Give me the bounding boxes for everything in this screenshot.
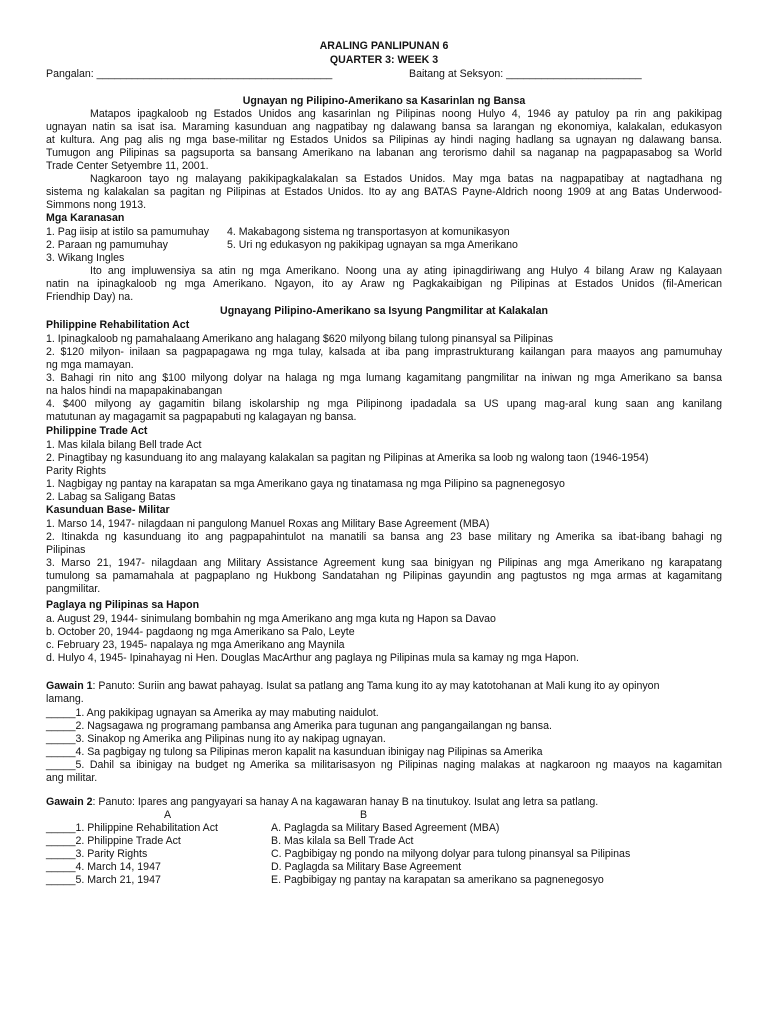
gawain2-instruction — [46, 796, 722, 809]
column-b-item: D. Paglagda sa Military Base Agreement — [271, 861, 462, 873]
gawain1-instruction-text: : Panuto: Suriin ang bawat pahayag. Isulat sa patlang ang Tama kung ito ay may katotohanan at Mali kung ito ay opinyon — [92, 680, 660, 692]
matching-row — [46, 835, 722, 848]
karanasan-row — [46, 239, 722, 252]
worksheet-title: ARALING PANLIPUNAN 6 — [319, 40, 449, 52]
list-item: 1. Pag iisip at istilo sa pamumuhay — [46, 226, 210, 238]
list-item: 1. Marso 14, 1947- nilagdaan ni pangulong Manuel Roxas ang Military Base Agreement (MBA) — [46, 518, 490, 530]
heading-paglaya-hapon: Paglaya ng Pilipinas sa Hapon — [46, 599, 200, 611]
column-a-item[interactable]: _____4. March 14, 1947 — [46, 861, 161, 873]
paragraph-line: Nagkaroon tayo ng malayang pakikipagkalakalan sa Estados Unidos. May mga batas na nagpapatibay at nagtadhana ng — [90, 173, 722, 185]
gawain2-instruction-text: : Panuto: Ipares ang pangyayari sa hanay A na kagawaran hanay B na tinutukoy. Isulat ang letra sa patlang. — [92, 796, 599, 808]
list-item: 2. Labag sa Saligang Batas — [46, 491, 176, 503]
list-item: 1. Nagbigay ng pantay na karapatan sa mga Amerikano gaya ng tinatamasa ng mga Pilipino sa pagnenegosyo — [46, 478, 565, 490]
paragraph-line: Matapos ipagkaloob ng Estados Unidos ang kasarinlan ng Pilipinas noong Hulyo 4, 1946 ay patuloy pa rin ang pakikipag — [90, 108, 722, 120]
list-item: 5. Uri ng edukasyon ng pakikipag ugnayan sa mga Amerikano — [227, 239, 518, 251]
list-item: 1. Ipinagkaloob ng pamahalaang Amerikano ang halagang $620 milyong bilang tulong pinansyal sa Pilipinas — [46, 333, 554, 345]
gawain1-item[interactable]: _____4. Sa pagbigay ng tulong sa Pilipinas meron kapalit na kasunduan ibinigay nag Pilipinas sa Amerika — [46, 746, 543, 758]
list-item: 2. Pinagtibay ng kasunduang ito ang malayang kalakalan sa pagitan ng Pilipinas at Amerika sa loob ng walong taon (1946-1954) — [46, 452, 649, 464]
matching-row — [46, 822, 722, 835]
paragraph-line: Trade Center Setyembre 11, 2001. — [46, 160, 209, 172]
list-item: na halos hindi na mapapakinabangan — [46, 385, 223, 397]
list-item: 4. Makabagong sistema ng transportasyon at komunikasyon — [227, 226, 510, 238]
column-a-item[interactable]: _____3. Parity Rights — [46, 848, 148, 860]
column-a-item[interactable]: _____2. Philippine Trade Act — [46, 835, 181, 847]
subheading-parity-rights: Parity Rights — [46, 465, 107, 477]
gawain1-label: Gawain 1 — [46, 680, 93, 692]
list-item: Pilipinas — [46, 544, 86, 556]
column-b-item: A. Paglagda sa Military Based Agreement (MBA) — [271, 822, 500, 834]
list-item: a. August 29, 1944- sinimulang bombahin ng mga Amerikano ang mga kuta ng Hapon sa Davao — [46, 613, 496, 625]
list-item: d. Hulyo 4, 1945- Ipinahayag ni Hen. Douglas MacArthur ang paglaya ng Pilipinas mula sa kamay ng mga Hapon. — [46, 652, 579, 664]
list-item: 3. Wikang Ingles — [46, 252, 125, 264]
heading-rehabilitation-act: Philippine Rehabilitation Act — [46, 319, 190, 331]
list-item: b. October 20, 1944- pagdaong ng mga Amerikano sa Palo, Leyte — [46, 626, 355, 638]
matching-row — [46, 848, 722, 861]
name-field[interactable]: Pangalan: ________________________________________ — [46, 68, 333, 80]
paragraph-line: natin na ipinagkaloob ng mga Amerikano. Ngayon, ito ay Araw ng Pagkakaibigan ng Pilipinas at Estados Unidos (fil-American — [46, 278, 722, 290]
gawain1-item[interactable]: _____1. Ang pakikipag ugnayan sa Amerika ay may mabuting naidulot. — [46, 707, 379, 719]
column-b-item: E. Pagbibigay ng pantay na karapatan sa amerikano sa pagnenegosyo — [271, 874, 604, 886]
matching-row — [46, 861, 722, 874]
column-b-item: B. Mas kilala sa Bell Trade Act — [271, 835, 414, 847]
list-item: tumulong sa pamamahala at pagpaplano ng Hukbong Sandatahan ng Pilipinas gayundin ang pagtustos ng mga armas at kagamitang — [46, 570, 722, 582]
column-a-header: A — [164, 809, 172, 821]
list-item: 4. $400 milyong ay gagamitin bilang iskolarship ng mga Pilipinong ipadadala sa US upang mag-aral kung saan ang kanilang — [46, 398, 722, 410]
list-item: 2. Itinakda ng kasunduang ito ang pagpapahintulot na manatili sa bansa ang 23 base military ng Amerika sa ibat-ibang bahagi ng — [46, 531, 722, 543]
karanasan-row — [46, 226, 722, 239]
section-heading-pangmilitar: Ugnayang Pilipino-Amerikano sa Isyung Pangmilitar at Kalakalan — [220, 305, 548, 317]
list-item: 3. Bahagi rin nito ang $100 milyong dolyar na halaga ng mga lumang kagamitang pangmilitar na iniwan ng mga Amerikano sa bansa — [46, 372, 722, 384]
list-item: matutunan ay magagamit sa pagpapabuti ng kalagayan ng bansa. — [46, 411, 357, 423]
heading-trade-act: Philippine Trade Act — [46, 425, 148, 437]
grade-section-field[interactable]: Baitang at Seksyon: _______________________ — [409, 68, 642, 80]
matching-row — [46, 874, 722, 887]
gawain1-item[interactable]: _____5. Dahil sa ibinigay na budget ng Amerika sa militarisasyon ng Pilipinas naging malakas at nagkaroon ng maayos na kagamitan — [46, 759, 722, 771]
list-item: ng mga mamayan. — [46, 359, 134, 371]
gawain1-item[interactable]: _____3. Sinakop ng Amerika ang Pilipinas nung ito ay nakipag ugnayan. — [46, 733, 386, 745]
section-heading-kasarinlan: Ugnayan ng Pilipino-Amerikano sa Kasarinlan ng Bansa — [242, 95, 526, 107]
gawain1-instruction-cont: lamang. — [46, 693, 84, 705]
paragraph-line: at kultura. Ang pag alis ng mga base-militar ng Estados Unidos sa Pilipinas ay hindi naging hadlang sa ugnayan ng dalawang bansa. — [46, 134, 722, 146]
column-a-item[interactable]: _____1. Philippine Rehabilitation Act — [46, 822, 218, 834]
column-b-header: B — [360, 809, 368, 821]
gawain1-item-cont: ang militar. — [46, 772, 98, 784]
list-item: 3. Marso 21, 1947- nilagdaan ang Military Assistance Agreement kung saa binigyan ng Pilipinas ang mga Amerikano ng karapatang — [46, 557, 722, 569]
list-item: 2. Paraan ng pamumuhay — [46, 239, 168, 251]
column-a-item[interactable]: _____5. March 21, 1947 — [46, 874, 161, 886]
gawain1-item[interactable]: _____2. Nagsagawa ng programang pambansa ang Amerika para tugunan ang pangangailangan ng bansa. — [46, 720, 552, 732]
student-info-row — [46, 68, 722, 82]
paragraph-line: Simmons nong 1913. — [46, 199, 147, 211]
paragraph-line: sistema ng kalakalan sa pagitan ng Pilipinas at Estados Unidos. Ito ay ang BATAS Payne-Aldrich noong 1909 at ang Batas Underwood- — [46, 186, 722, 198]
heading-base-militar: Kasunduan Base- Militar — [46, 504, 170, 516]
list-item: 1. Mas kilala bilang Bell trade Act — [46, 439, 202, 451]
heading-mga-karanasan: Mga Karanasan — [46, 212, 125, 224]
column-b-item: C. Pagbibigay ng pondo na milyong dolyar para tulong pinansyal sa Pilipinas — [271, 848, 631, 860]
paragraph-line: ugnayan natin sa isat isa. Maraming kasunduan ang nagpatibay ng dalawang bansa sa larangan ng ekonomiya, kalakalan, edukasyon — [46, 121, 722, 133]
paragraph-line: Tumugon ang Pilipinas sa pagsuporta sa bansang Amerikano na labanan ang terorismo dahil sa naganap na pagpapasabog sa World — [46, 147, 722, 159]
paragraph-line: Ito ang impluwensiya sa atin ng mga Amerikano. Noong una ay ating ipinagdiriwang ang Hulyo 4 bilang Araw ng Kalayaan — [90, 265, 722, 277]
list-item: 2. $120 milyon- inilaan sa pagpapagawa ng mga tulay, kalsada at iba pang imprastrukturang kailangan para maayos ang pamumuhay — [46, 346, 722, 358]
list-item: pangmilitar. — [46, 583, 101, 595]
gawain2-label: Gawain 2 — [46, 796, 93, 808]
worksheet-subtitle: QUARTER 3: WEEK 3 — [329, 54, 439, 66]
gawain2-column-headers — [46, 809, 722, 822]
paragraph-line: Friendhip Day) na. — [46, 291, 134, 303]
gawain1-instruction — [46, 680, 722, 693]
list-item: c. February 23, 1945- napalaya ng mga Amerikano ang Maynila — [46, 639, 345, 651]
